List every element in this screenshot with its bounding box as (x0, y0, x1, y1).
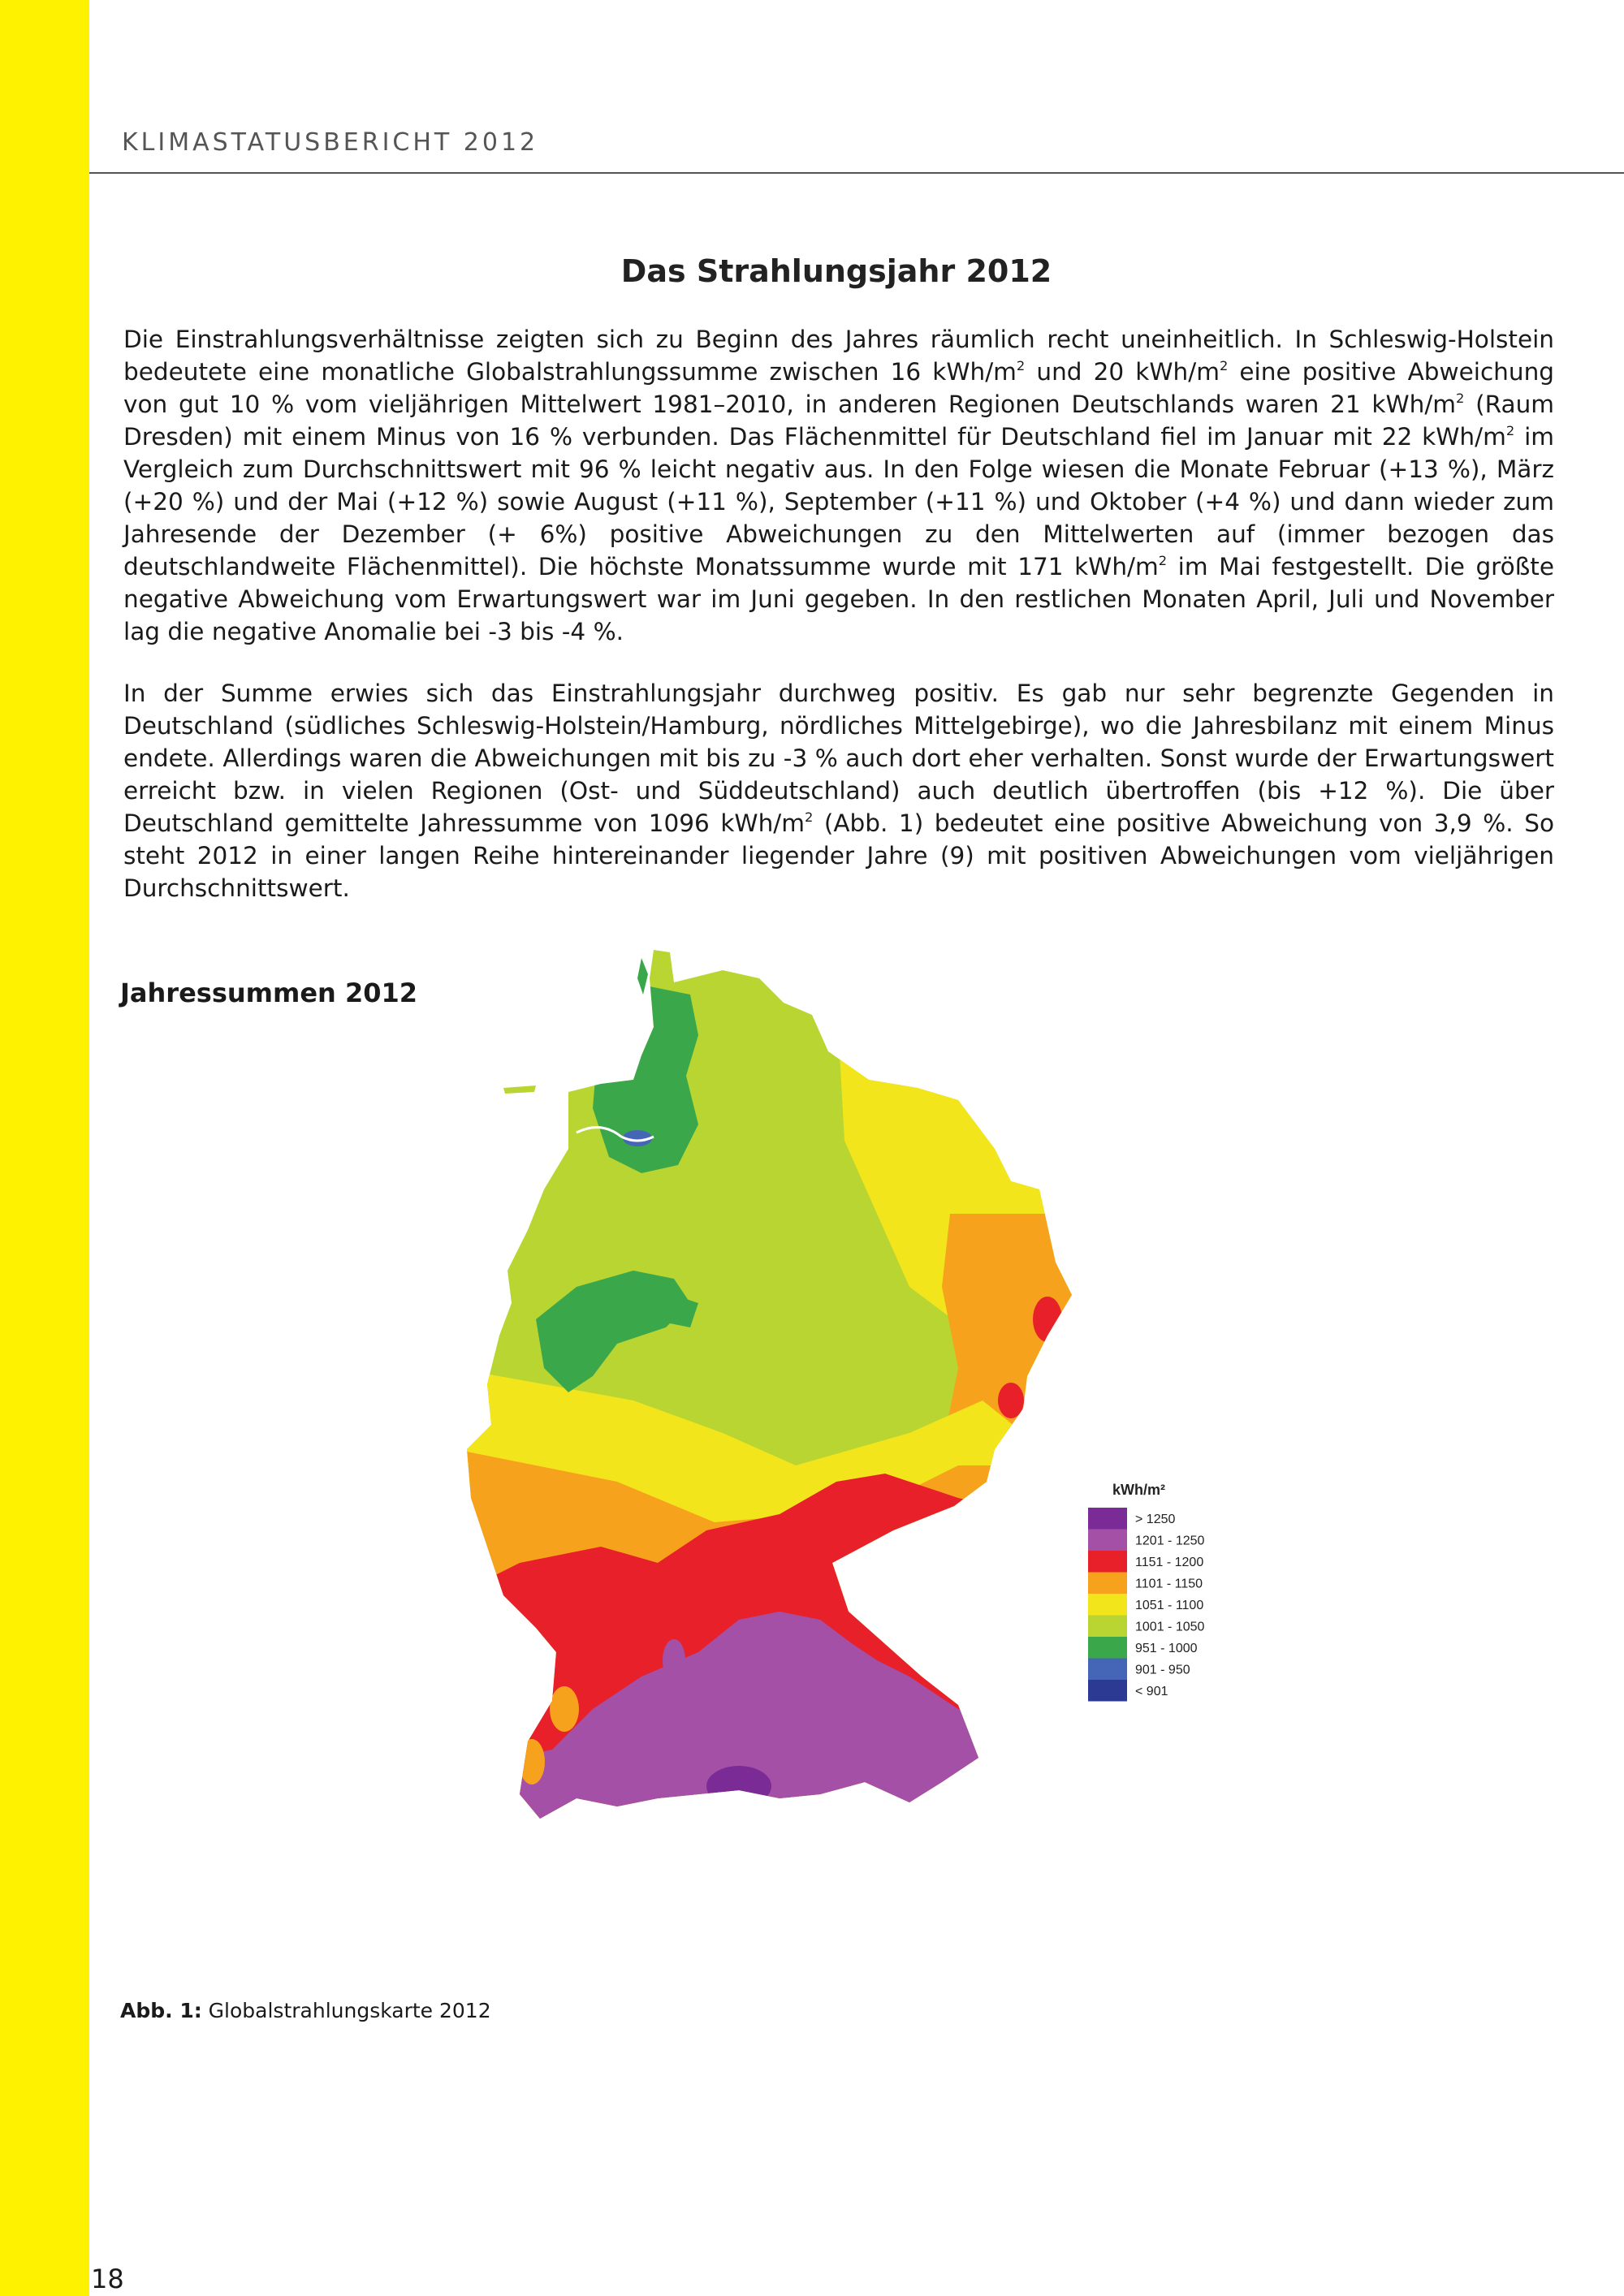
legend-swatch (1088, 1594, 1127, 1616)
legend-label: 1101 - 1150 (1135, 1577, 1203, 1591)
radiation-map (455, 946, 1267, 1944)
legend-label: 1051 - 1100 (1135, 1599, 1204, 1612)
legend-swatch (1088, 1551, 1127, 1573)
legend-label: 1001 - 1050 (1135, 1620, 1205, 1634)
legend-swatch (1088, 1530, 1127, 1552)
legend-swatch (1088, 1680, 1127, 1702)
figure-caption: Abb. 1: Globalstrahlungskarte 2012 (120, 1999, 491, 2022)
legend-swatch (1088, 1508, 1127, 1530)
article-body (123, 323, 1554, 934)
legend-swatch (1088, 1637, 1127, 1659)
legend-swatch (1088, 1659, 1127, 1681)
figure-title: Jahressummen 2012 (120, 978, 418, 1008)
legend-label: < 901 (1135, 1685, 1168, 1698)
legend-swatch (1088, 1616, 1127, 1638)
legend-label: > 1250 (1135, 1513, 1176, 1526)
legend-label: 901 - 950 (1135, 1663, 1190, 1677)
yellow-margin-bar (0, 0, 89, 2296)
page-number: 18 (91, 2264, 124, 2294)
legend-title: kWh/m² (1112, 1482, 1165, 1498)
page-title: Das Strahlungsjahr 2012 (620, 253, 1052, 289)
paragraph-1: Die Einstrahlungsverhältnisse zeigten sich zu Beginn des Jahres räumlich recht uneinheitlich. In Schleswig-Holstein bedeutete eine monatliche Globalstrahlungssumme zwischen 16 kWh/$m^2$ und 20 kWh/$m^2$ eine positive Abweichung von gut 10 % vom vieljährigen Mittelwert 1981–2010, in anderen Regionen Deutschlands waren 21 kWh/$m^2$ (Raum Dresden) mit einem Minus von 16 % verbunden. Das Flächenmittel für Deutschland fiel im Januar mit 22 kWh/$m^2$ im Vergleich zum Durchschnittswert mit 96 % leicht negativ aus. In den Folge wiesen die Monate Februar (+13 %), März (+20 %) und der Mai (+12 %) sowie August (+11 %), September (+11 %) und Oktober (+4 %) und dann wieder zum Jahresende der Dezember (+ 6%) positive Abweichungen zu den Mittelwerten auf (immer bezogen das deutschlandweite Flächenmittel). Die höchste Monatssumme wurde mit 171 kWh/$m^2$ im Mai festgestellt. Die größte negative Abweichung vom Erwartungswert war im Juni gegeben. In den restlichen Monaten April, Juli und November lag die negative Anomalie bei -3 bis -4 %. (123, 326, 1555, 645)
legend-swatch (1088, 1573, 1127, 1595)
header-rule (89, 172, 1624, 174)
paragraph-2: In der Summe erwies sich das Einstrahlungsjahr durchweg positiv. Es gab nur sehr begrenzte Gegenden in Deutschland (südliches Schleswig-Holstein/Hamburg, nördliches Mittelgebirge), wo die Jahresbilanz mit einem Minus endete. Allerdings waren die Abweichungen mit bis zu -3 % auch dort eher verhalten. Sonst wurde der Erwartungswert erreicht bzw. in vielen Regionen (Ost- und Süddeutschland) auch deutlich übertroffen (bis +12 %). Die über Deutschland gemittelte Jahressumme von 1096 kWh/$m^2$ (Abb. 1) bedeutet eine positive Abweichung von 3,9 %. So steht 2012 in einer langen Reihe hintereinander liegender Jahre (9) mit positiven Abweichungen vom vieljährigen Durchschnittswert. (123, 680, 1554, 902)
map-legend (1088, 1482, 1205, 1702)
legend-label: 1151 - 1200 (1135, 1556, 1204, 1569)
legend-label: 1201 - 1250 (1135, 1534, 1205, 1548)
running-header: KLIMASTATUSBERICHT 2012 (122, 128, 539, 157)
legend-label: 951 - 1000 (1135, 1642, 1198, 1655)
map-fill (455, 946, 1267, 1944)
